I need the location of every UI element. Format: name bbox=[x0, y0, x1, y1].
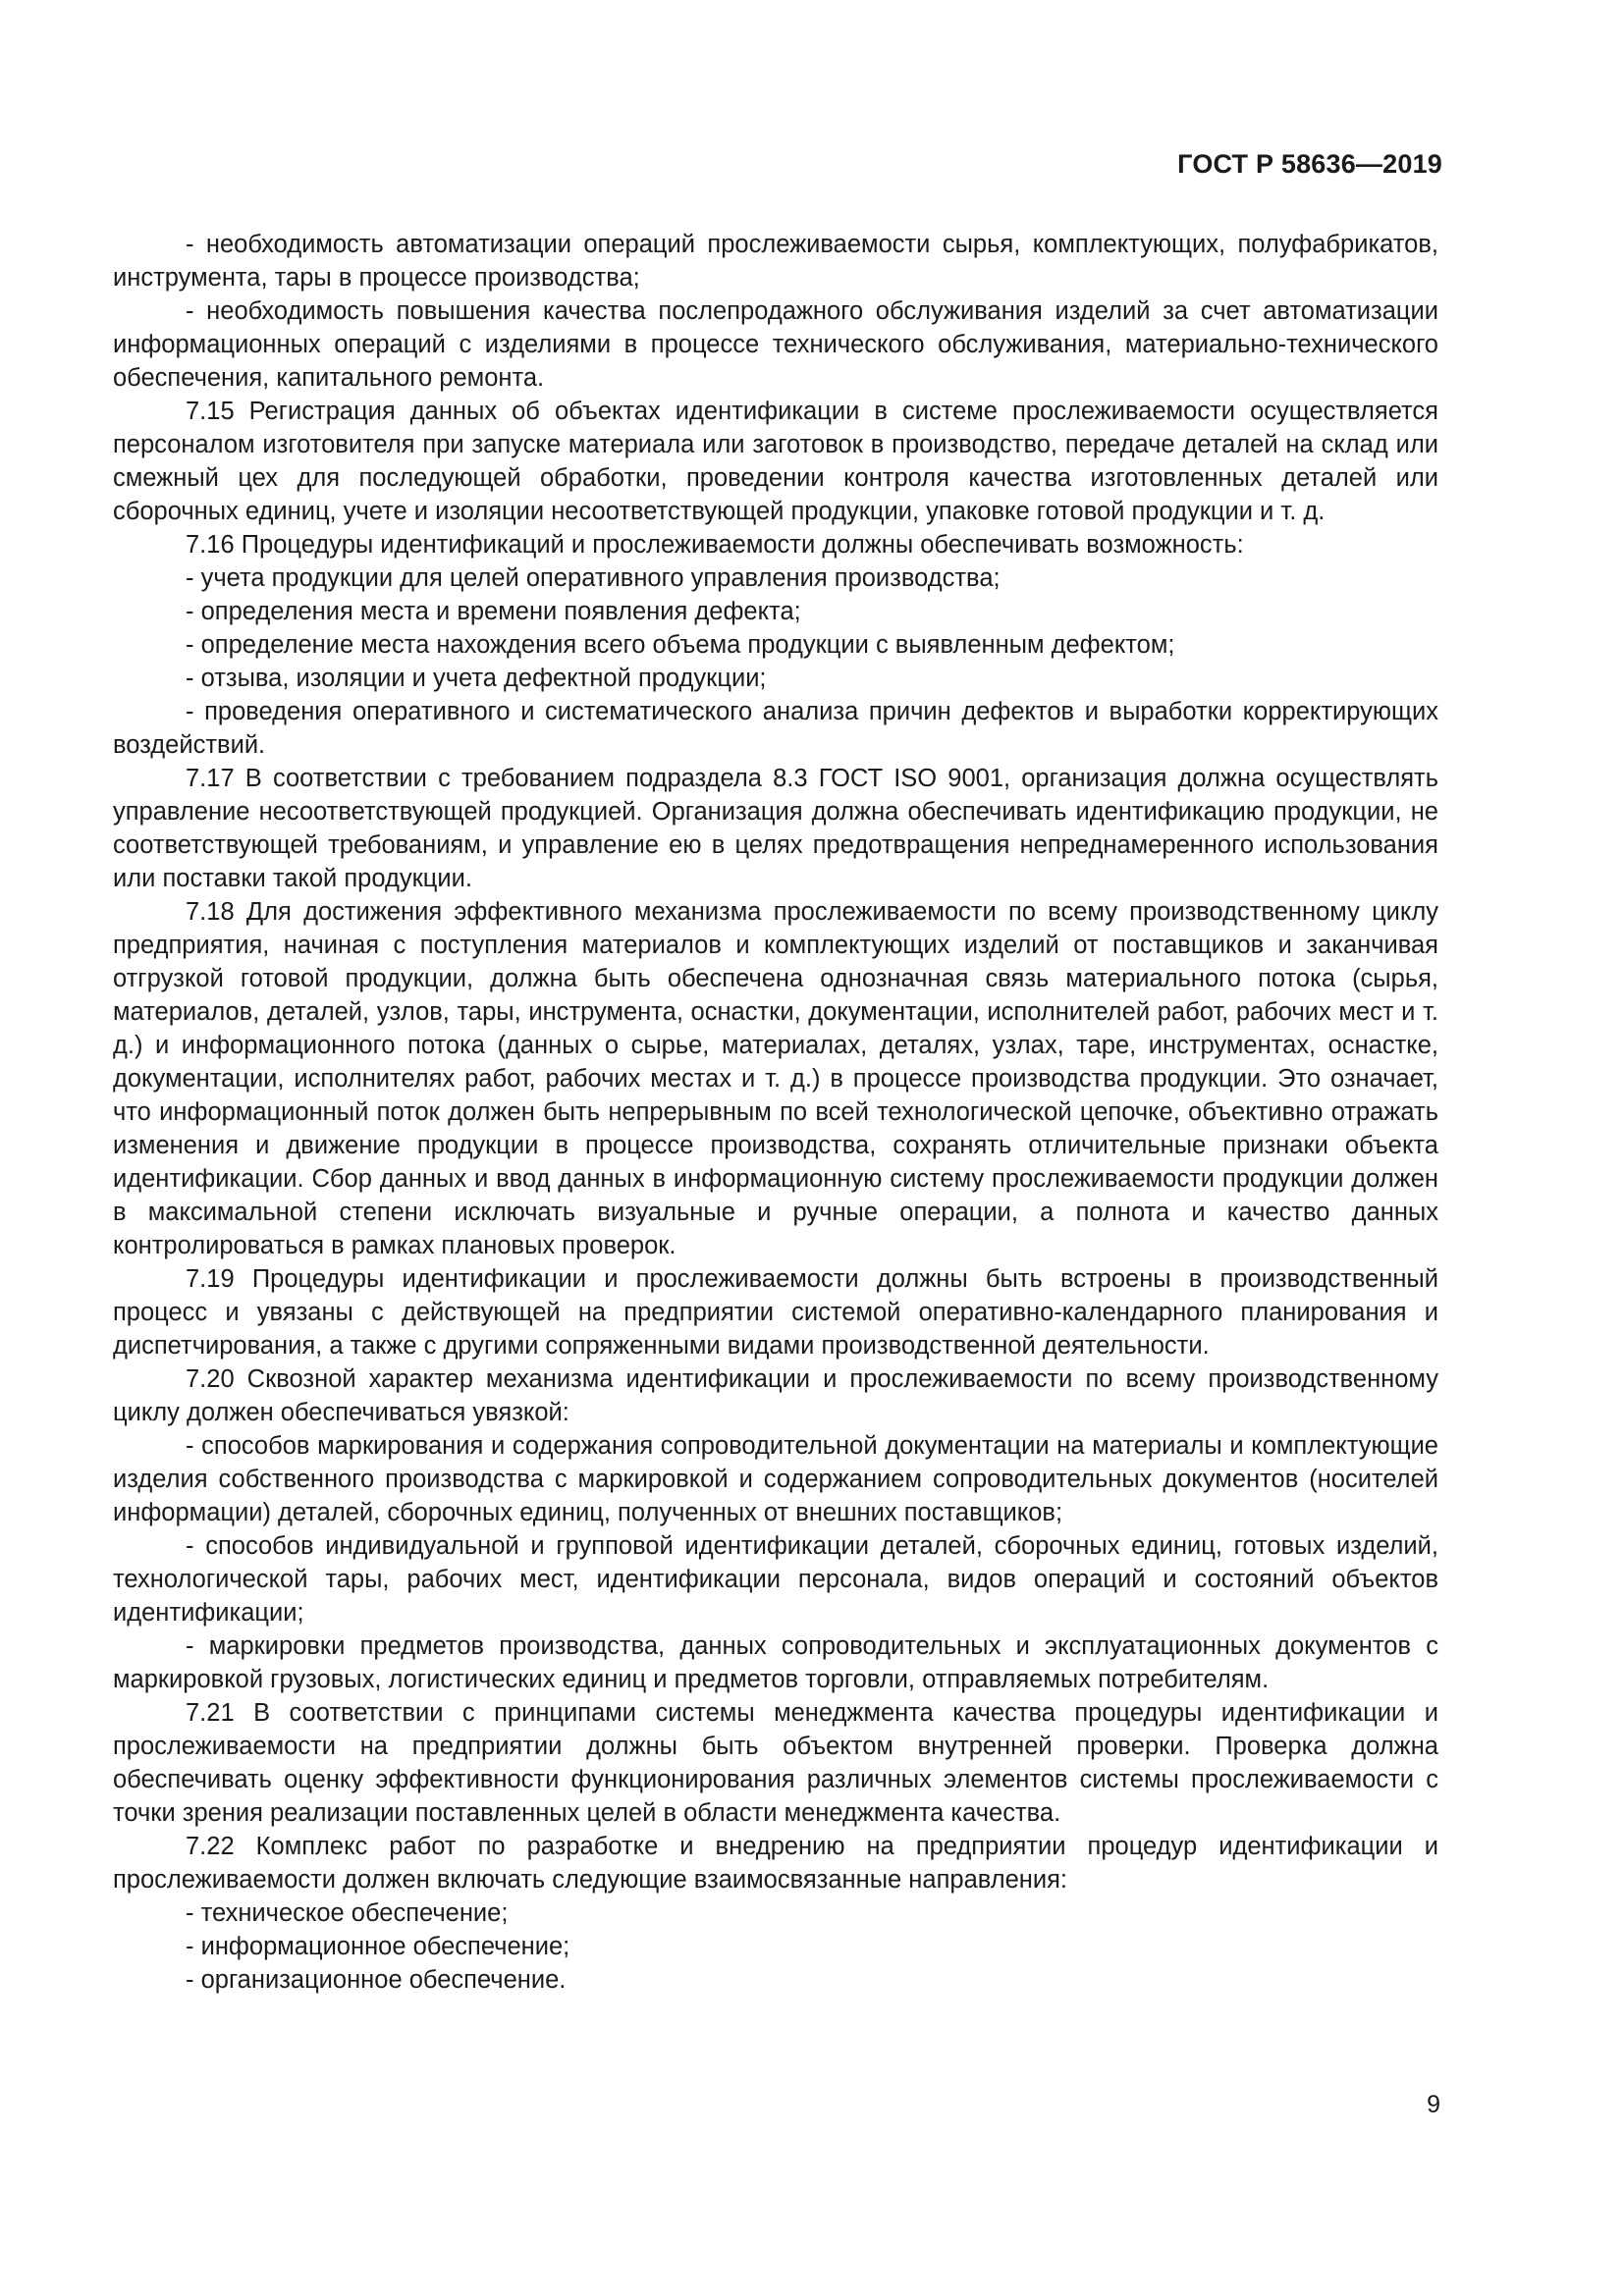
paragraph-bullet-service: - необходимость повышения качества послепродажного обслуживания изделий за счет автоматизации информационных операций с изделиями в процессе технического обслуживания, материально-технического обеспечения, капитального ремонта. bbox=[113, 297, 1438, 392]
paragraph-bullet-recall: - отзыва, изоляции и учета дефектной продукции; bbox=[186, 665, 767, 692]
paragraph-7-21: 7.21 В соответствии с принципами системы менеджмента качества процедуры идентификации и прослеживаемости на предприятии должны быть объектом внутренней проверки. Проверка должна обеспечивать оценку эффективности функционирования различных элементов системы прослеживаемости с точки зрения реализации поставленных целей в области менеджмента качества. bbox=[113, 1699, 1438, 1827]
paragraph-7-16: 7.16 Процедуры идентификаций и прослеживаемости должны обеспечивать возможность: bbox=[186, 531, 1244, 559]
paragraph-7-17: 7.17 В соответствии с требованием подраздела 8.3 ГОСТ ISO 9001, организация должна осуществлять управление несоответствующей продукцией. Организация должна обеспечивать идентификацию продукции, не соответствующей требованиям, и управление ею в целях предотвращения непреднамеренного использования или поставки такой продукции. bbox=[113, 765, 1438, 892]
paragraph-bullet-automation: - необходимость автоматизации операций прослеживаемости сырья, комплектующих, полуфабрикатов, инструмента, тары в процессе производства; bbox=[113, 231, 1438, 292]
page-number: 9 bbox=[1427, 2091, 1440, 2118]
paragraph-bullet-analysis: - проведения оперативного и систематического анализа причин дефектов и выработки корректирующих воздействий. bbox=[113, 698, 1438, 759]
paragraph-bullet-organizational: - организационное обеспечение. bbox=[186, 1966, 567, 1994]
paragraph-7-22: 7.22 Комплекс работ по разработке и внедрению на предприятии процедур идентификации и прослеживаемости должен включать следующие взаимосвязанные направления: bbox=[113, 1833, 1438, 1894]
paragraph-bullet-accounting: - учета продукции для целей оперативного управления производства; bbox=[186, 564, 1001, 592]
document-code: ГОСТ Р 58636—2019 bbox=[1177, 149, 1442, 179]
paragraph-bullet-technical: - техническое обеспечение; bbox=[186, 1899, 509, 1927]
paragraph-bullet-location: - определение места нахождения всего объема продукции с выявленным дефектом; bbox=[186, 631, 1175, 659]
paragraph-7-19: 7.19 Процедуры идентификации и прослеживаемости должны быть встроены в производственный процесс и увязаны с действующей на предприятии системой оперативно-календарного планирования и диспетчирования, а также с другими сопряженными видами производственной деятельности. bbox=[113, 1265, 1438, 1360]
paragraph-bullet-information: - информационное обеспечение; bbox=[186, 1933, 570, 1960]
paragraph-bullet-marking-items: - маркировки предметов производства, данных сопроводительных и эксплуатационных документов с маркировкой грузовых, логистических единиц и предметов торговли, отправляемых потребителям. bbox=[113, 1632, 1438, 1693]
paragraph-bullet-identification-methods: - способов индивидуальной и групповой идентификации деталей, сборочных единиц, готовых изделий, технологической тары, рабочих мест, идентификации персонала, видов операций и состояний объектов идентификации; bbox=[113, 1532, 1438, 1627]
paragraph-7-18: 7.18 Для достижения эффективного механизма прослеживаемости по всему производственному циклу предприятия, начиная с поступления материалов и комплектующих изделий от поставщиков и заканчивая отгрузкой готовой продукции, должна быть обеспечена однозначная связь материального потока (сырья, материалов, деталей, узлов, тары, инструмента, оснастки, документации, исполнителей работ, рабочих мест и т. д.) и информационного потока (данных о сырье, материалах, деталях, узлах, таре, инструментах, оснастке, документации, исполнителях работ, рабочих местах и т. д.) в процессе производства продукции. Это означает, что информационный поток должен быть непрерывным по всей технологической цепочке, объективно отражать изменения и движение продукции в процессе производства, сохранять отличительные признаки объекта идентификации. Сбор данных и ввод данных в информационную систему прослеживаемости продукции должен в максимальной степени исключать визуальные и ручные операции, а полнота и качество данных контролироваться в рамках плановых проверок. bbox=[113, 898, 1438, 1259]
paragraph-7-20: 7.20 Сквозной характер механизма идентификации и прослеживаемости по всему производственному циклу должен обеспечиваться увязкой: bbox=[113, 1365, 1438, 1426]
paragraph-bullet-defect-place: - определения места и времени появления дефекта; bbox=[186, 598, 801, 625]
paragraph-bullet-marking-methods: - способов маркирования и содержания сопроводительной документации на материалы и комплектующие изделия собственного производства с маркировкой и содержанием сопроводительных документов (носителей информации) деталей, сборочных единиц, полученных от внешних поставщиков; bbox=[113, 1432, 1438, 1526]
document-body bbox=[113, 228, 1438, 1997]
paragraph-7-15: 7.15 Регистрация данных об объектах идентификации в системе прослеживаемости осуществляется персоналом изготовителя при запуске материала или заготовок в производство, передаче деталей на склад или смежный цех для последующей обработки, проведении контроля качества изготовленных деталей или сборочных единиц, учете и изоляции несоответствующей продукции, упаковке готовой продукции и т. д. bbox=[113, 398, 1438, 525]
